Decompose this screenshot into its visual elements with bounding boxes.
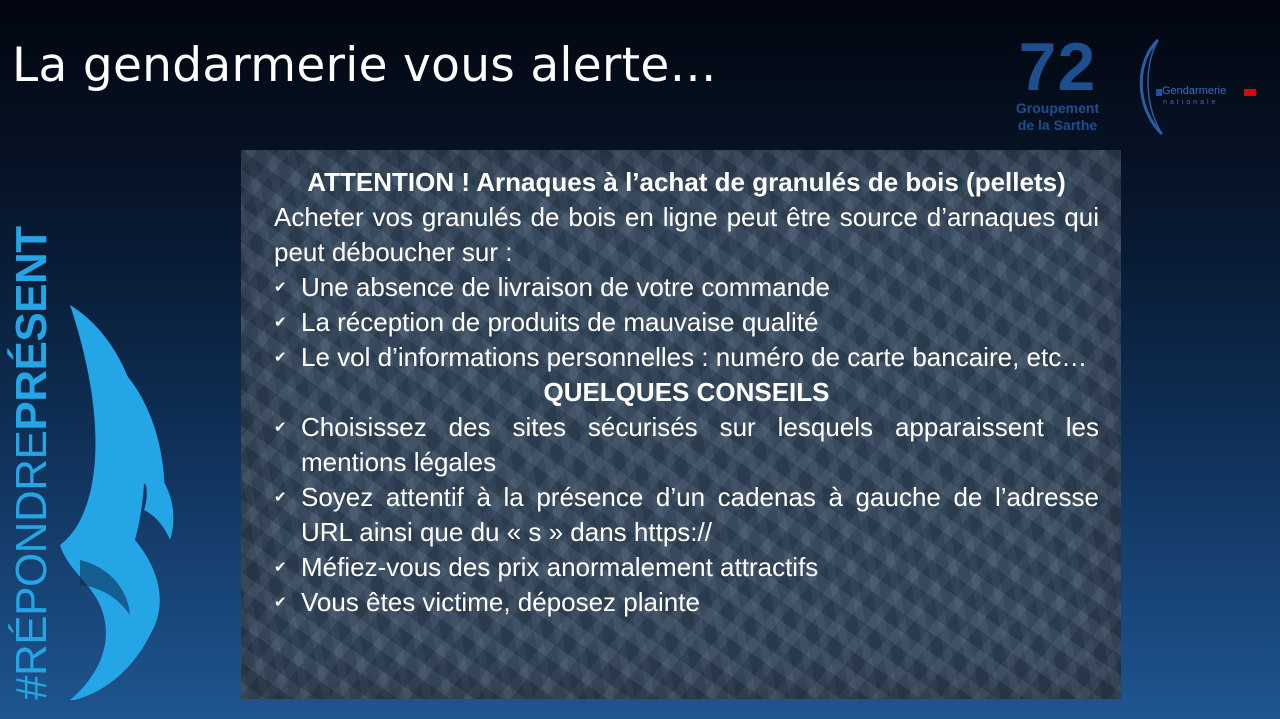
alert-heading: ATTENTION ! Arnaques à l’achat de granulés de bois (pellets) (307, 167, 1066, 197)
flame-emblem-icon (40, 305, 180, 700)
list-item: ✔ Le vol d’informations personnelles : numéro de carte bancaire, etc… (274, 340, 1099, 375)
hashtag-symbol: # (7, 676, 56, 700)
logo-line-1: Groupement (1015, 100, 1100, 116)
alert-content (274, 165, 1099, 620)
hashtag-part-2: PRÉSENT (7, 226, 56, 431)
tips-heading: QUELQUES CONSEILS (543, 377, 830, 407)
flag-red-mark (1244, 89, 1256, 96)
logo-number: 72 (1018, 29, 1097, 105)
gendarmerie-sub: nationale (1163, 99, 1219, 106)
list-item: ✔ Vous êtes victime, déposez plainte (274, 585, 1099, 620)
list-item: ✔ Méfiez-vous des prix anormalement attractifs (274, 550, 1099, 585)
check-icon: ✔ (274, 489, 287, 506)
list-item: ✔ Choisissez des sites sécurisés sur lesquels apparaissent les mentions légales (274, 412, 1099, 477)
check-icon: ✔ (274, 349, 287, 366)
check-icon: ✔ (274, 314, 287, 331)
check-icon: ✔ (274, 559, 287, 576)
list-item: ✔ Une absence de livraison de votre commande (274, 270, 1099, 305)
check-icon: ✔ (274, 279, 287, 296)
intro-paragraph: Acheter vos granulés de bois en ligne peut être source d’arnaques qui peut déboucher sur : (274, 202, 1099, 267)
check-icon: ✔ (274, 594, 287, 611)
risk-list (274, 270, 1099, 375)
list-item: ✔ La réception de produits de mauvaise qualité (274, 305, 1099, 340)
hashtag-repondre-present (7, 226, 56, 700)
gendarmerie-logo (1136, 36, 1254, 136)
check-icon: ✔ (274, 419, 287, 436)
list-item: ✔ Soyez attentif à la présence d’un cadenas à gauche de l’adresse URL ainsi que du « s » dans https:// (274, 482, 1099, 547)
page-title: La gendarmerie vous alerte… (12, 38, 717, 93)
logo-line-2: de la Sarthe (1017, 117, 1098, 133)
gendarmerie-name: Gendarmerie (1162, 85, 1227, 97)
tips-list (274, 410, 1099, 620)
hashtag-part-1: RÉPONDRE (7, 430, 56, 677)
groupement-logo (1000, 29, 1115, 134)
